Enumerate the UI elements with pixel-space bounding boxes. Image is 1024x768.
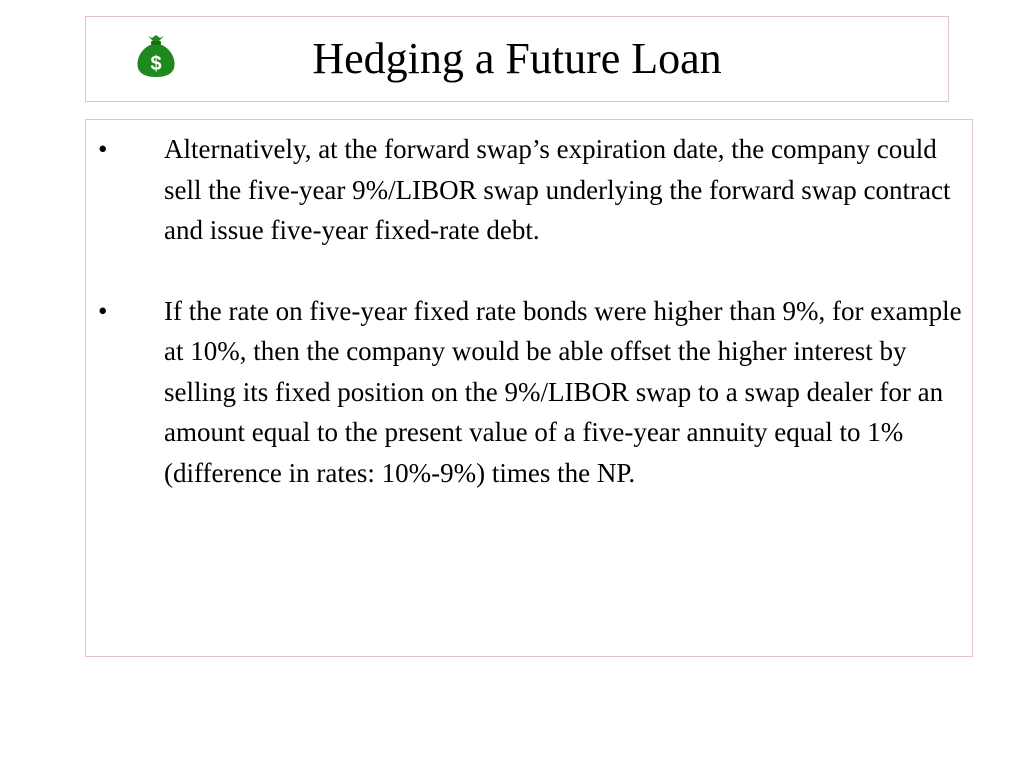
- bullet-text: Alternatively, at the forward swap’s expiration date, the company could sell the five-year 9%/LIBOR swap underlying the forward swap contract and issue five-year fixed-rate debt.: [164, 134, 951, 245]
- bullet-marker: •: [98, 134, 108, 164]
- bullet-text: If the rate on five-year fixed rate bonds were higher than 9%, for example at 10%, then the company would be able offset the higher interest by selling its fixed position on the 9%/LIBOR swap to a swap dealer for an amount equal to the present value of a five-year annuity equal to 1% (difference in rates: 10%-9%) times the NP.: [164, 295, 962, 488]
- slide-title-container: [85, 16, 949, 102]
- bullet-list: [85, 129, 973, 533]
- bullet-item: [85, 291, 973, 494]
- svg-text:$: $: [150, 53, 162, 75]
- bullet-marker: •: [98, 295, 108, 326]
- slide-title: Hedging a Future Loan: [312, 34, 722, 83]
- bullet-item: [85, 129, 973, 251]
